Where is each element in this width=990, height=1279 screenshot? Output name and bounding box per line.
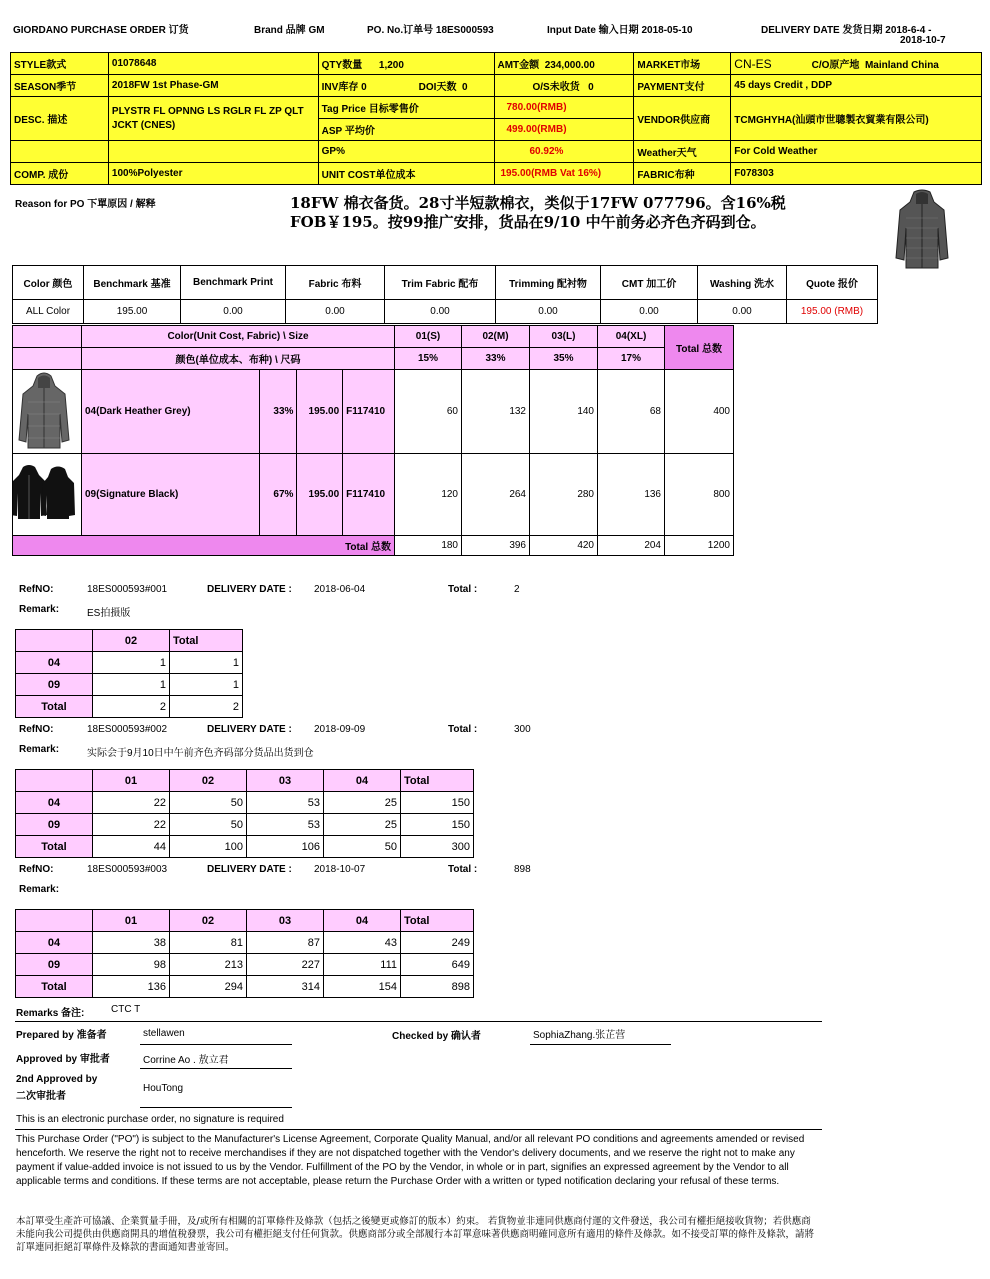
market-value: CN-ES bbox=[734, 57, 772, 71]
po-number: PO. No.订单号 18ES000593 bbox=[367, 25, 494, 36]
style-label: STYLE款式 bbox=[11, 53, 109, 75]
unit-cost-label: UNIT COST单位成本 bbox=[318, 163, 494, 185]
gp-value: 60.92% bbox=[494, 141, 634, 163]
os-value: 0 bbox=[588, 82, 594, 93]
terms-chinese: 本訂單受生產許可協議、企業質量手冊，及/或所有相關的訂單條件及條款（包括之後變更或修訂的版本）約束。 若貨物並非連同供應商付運的文件發送，我公司有權拒絕接收貨物；若供應商未能向我公司提供由供應商開具的增值稅發票，我公司有權拒絕支付任何貨款。供應商部分或全部履行本訂單意味著供應商明確同意所有適用的條件及條款。如不接受訂單的條件及條款，請將訂單連同拒絕訂單條件及條款的書面通知書並寄回。 bbox=[16, 1216, 815, 1253]
season-label: SEASON季节 bbox=[11, 75, 109, 97]
benchmark-table: Color 颜色 Benchmark 基准 Benchmark Print Fabric 布料 Trim Fabric 配布 Trimming 配衬物 CMT 加工价 Washing 洗水 Quote 报价 ALL Color 195.00 0.00 0.00 0.00 0.00 0.00 0.00 195.00 (RMB) bbox=[12, 265, 878, 324]
remarks-value: CTC T bbox=[111, 1004, 141, 1015]
jacket-black-icon bbox=[13, 463, 75, 523]
fabric-label: FABRIC布种 bbox=[634, 163, 731, 185]
asp-value: 499.00(RMB) bbox=[494, 119, 634, 141]
delivery-table-2: 01 02 03 04 Total 04 22 50 53 25 150 09 22 50 53 25 150 Total 44 100 106 50 300 bbox=[15, 769, 474, 858]
comp-label: COMP. 成份 bbox=[11, 163, 109, 185]
season-value: 2018FW 1st Phase-GM bbox=[108, 75, 318, 97]
tag-label: Tag Price 目标零售价 bbox=[318, 97, 494, 119]
table-row: 09(Signature Black) 67% 195.00 F117410 120 264 280 136 800 bbox=[13, 454, 734, 536]
jacket-thumbnail-grey bbox=[892, 188, 952, 272]
checked-by-value: SophiaZhang.张芷营 bbox=[533, 1030, 626, 1041]
brand: Brand 品牌 GM bbox=[254, 25, 325, 36]
delivery-date: DELIVERY DATE 发货日期 2018-6-4 - bbox=[761, 25, 932, 36]
approved-by-value: Corrine Ao . 敖立君 bbox=[143, 1055, 229, 1066]
asp-label: ASP 平均价 bbox=[318, 119, 494, 141]
qty-value: 1,200 bbox=[378, 60, 404, 71]
table-row: 04(Dark Heather Grey) 33% 195.00 F117410 60 132 140 68 400 bbox=[13, 370, 734, 454]
refno-value: 18ES000593#001 bbox=[87, 584, 168, 595]
style-value: 01078648 bbox=[108, 53, 318, 75]
electronic-notice: This is an electronic purchase order, no signature is required bbox=[16, 1114, 284, 1125]
comp-value: 100%Polyester bbox=[108, 163, 318, 185]
delivery-table-1: 02 Total 04 1 1 09 1 1 Total 2 2 bbox=[15, 629, 243, 718]
divider bbox=[15, 1021, 822, 1022]
market-label: MARKET市场 bbox=[634, 53, 731, 75]
weather-value: For Cold Weather bbox=[731, 141, 982, 163]
jacket-grey-icon bbox=[13, 370, 75, 450]
amt-value: 234,000.00 bbox=[544, 60, 595, 71]
gp-label: GP% bbox=[318, 141, 494, 163]
inv-value: 0 bbox=[361, 82, 367, 93]
terms-english: This Purchase Order ("PO") is subject to the Manufacturer's License Agreement, Corporate Quality Manual, and/or all relevant PO conditions and agreements amended or revised henceforth. We reserve the right not to receive merchandises if they are not dispatched together with the Vendor's delivery documents, and we reserve the right not to make any payment if value-added invoice is not issued to us by the Vendor. Fulfillment of the PO by the Vendor, in whole or in part, signifies an expressed agreement by the Vendor to all applicable terms and conditions. If these terms are not acceptable, please return the Purchase Order with a written or typed notification declaring your refusal of these terms. bbox=[16, 1134, 805, 1187]
fabric-value: F078303 bbox=[731, 163, 982, 185]
doi-value: 0 bbox=[462, 82, 468, 93]
tag-value: 780.00(RMB) bbox=[494, 97, 634, 119]
delivery-date-end: 2018-10-7 bbox=[900, 35, 946, 46]
po-info-table: STYLE款式 01078648 QTY数量 1,200 AMT金额 234,000.00 MARKET市场 CN-ES C/O原产地 Mainland China SEASON季节 2018FW 1st Phase-GM INV库存 0 DOI天数 0 O/S未收货 0 PAYMENT支付 45 days Credit , DDP DESC. 描述 PLYSTR FL OPNNG LS RGLR FL ZP QLT JCKT (CNES) Tag Price 目标零售价 780.00(RMB) VENDOR供应商 TCMGHYHA(汕頭市世聰製衣貿業有限公司) ASP 平均价 499.00(RMB) GP% 60.92% Weather天气 For Cold Weather COMP. 成份 100%Polyester UNIT COST单位成本 195.00(RMB Vat 16%) FABRIC布种 F078303 bbox=[10, 52, 982, 185]
remarks-label: Remarks 备注: bbox=[16, 1008, 85, 1019]
reason-text: 18FW 棉衣备货。28寸半短款棉衣，类似于17FW 077796。含16%税 FOB￥195。按99推广安排，货品在9/10 中午前务必齐色齐码到仓。 bbox=[290, 194, 786, 231]
second-approved-value: HouTong bbox=[143, 1083, 184, 1094]
table-total-row: Total 总数 180 396 420 204 1200 bbox=[13, 536, 734, 556]
company-title: GIORDANO PURCHASE ORDER 订货 bbox=[13, 25, 189, 36]
input-date: Input Date 输入日期 2018-05-10 bbox=[547, 25, 693, 36]
delivery-table-3: 01 02 03 04 Total 04 38 81 87 43 249 09 98 213 227 111 649 Total 136 294 314 154 898 bbox=[15, 909, 474, 998]
desc-label: DESC. 描述 bbox=[11, 97, 109, 141]
desc-value: PLYSTR FL OPNNG LS RGLR FL ZP QLT JCKT (CNES) bbox=[108, 97, 318, 141]
refno-value: 18ES000593#002 bbox=[87, 724, 168, 735]
reason-label: Reason for PO 下單原因 / 解释 bbox=[15, 199, 156, 210]
vendor-label: VENDOR供应商 bbox=[634, 97, 731, 141]
unit-cost-value: 195.00(RMB Vat 16%) bbox=[494, 163, 634, 185]
weather-label: Weather天气 bbox=[634, 141, 731, 163]
payment-label: PAYMENT支付 bbox=[634, 75, 731, 97]
payment-value: 45 days Credit , DDP bbox=[731, 75, 982, 97]
size-breakdown-table: Color(Unit Cost, Fabric) \ Size 01(S) 02(M) 03(L) 04(XL) Total 总数 颜色(单位成本、布种) \ 尺码 15% 33% 35% 17% 04(Dark Heather Grey) 33% 195.00 F117410 60 132 140 68 400 09(Signature Black) 67% 195.00 F117410 120 264 280 136 800 Total 总数 180 396 420 204 1200 bbox=[12, 325, 734, 556]
vendor-value: TCMGHYHA(汕頭市世聰製衣貿業有限公司) bbox=[731, 97, 982, 141]
co-value: Mainland China bbox=[864, 60, 939, 71]
refno-value: 18ES000593#003 bbox=[87, 864, 168, 875]
prepared-by-value: stellawen bbox=[143, 1028, 185, 1039]
